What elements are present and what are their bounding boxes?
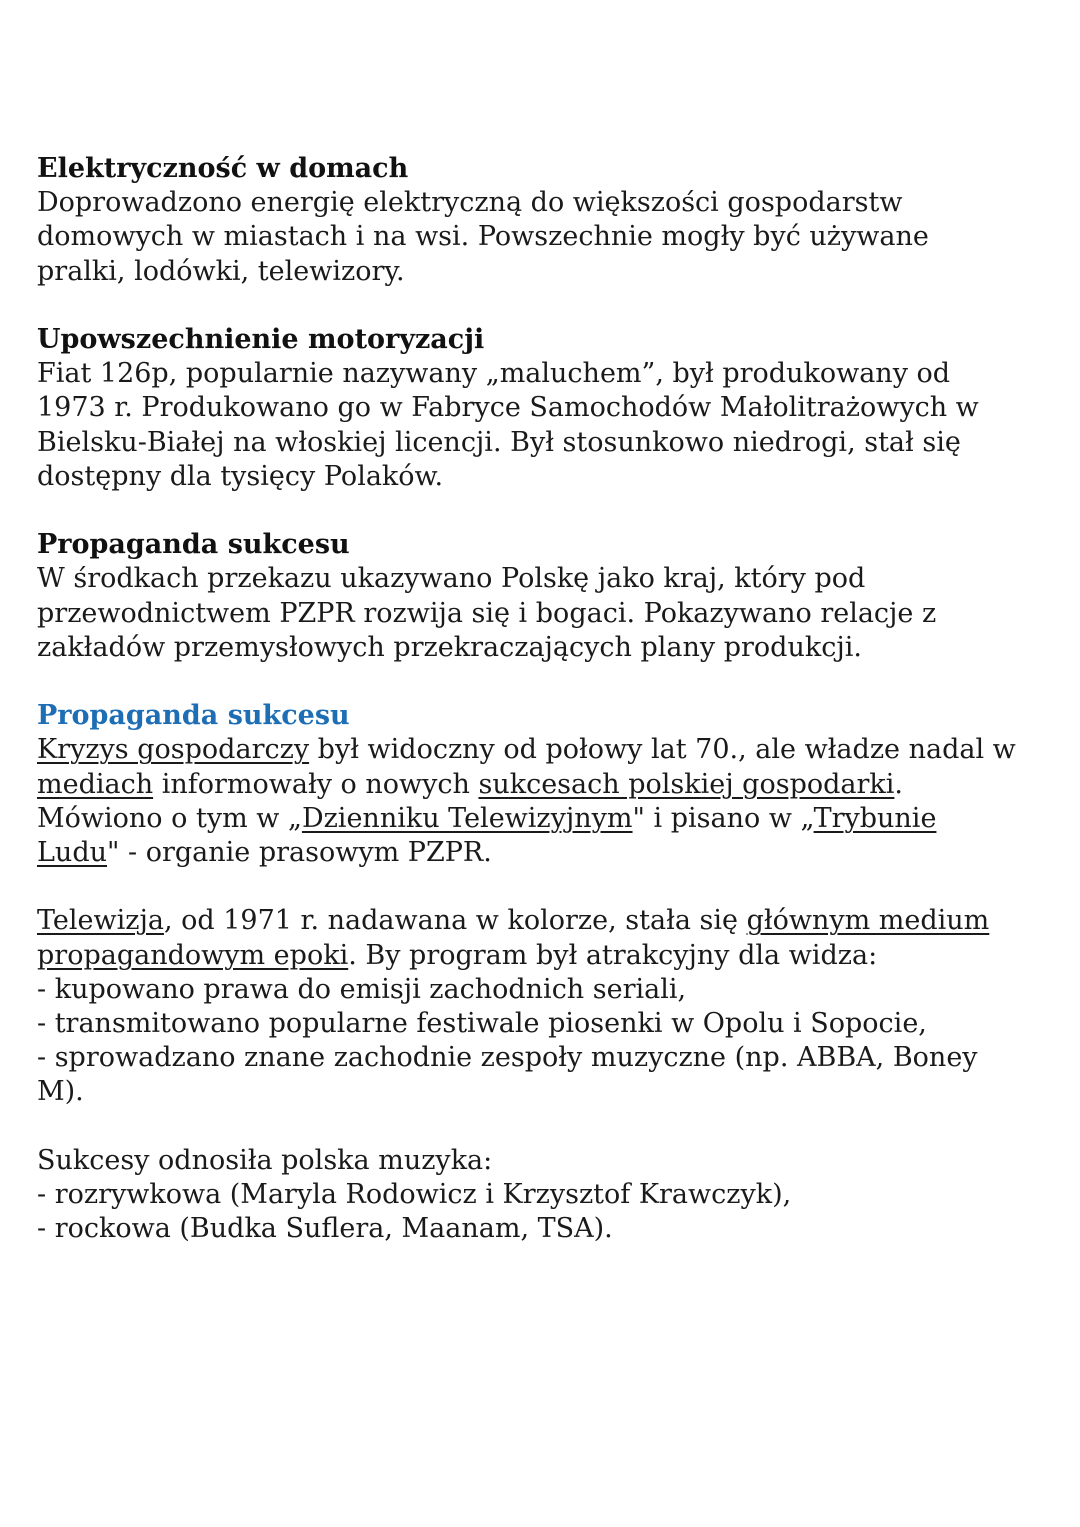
underlined-term: Telewizja — [37, 905, 164, 937]
paragraph-line: przewodnictwem PZPR rozwija się i bogaci. Pokazywano relacje z — [37, 597, 937, 629]
text-run: . — [894, 768, 903, 800]
section-heading: Propaganda sukcesu — [37, 529, 350, 561]
text-run: , od 1971 r. nadawana w kolorze, stała się — [163, 905, 747, 937]
text-run: " - organie prasowym PZPR. — [107, 837, 492, 869]
paragraph-line — [37, 733, 1052, 767]
paragraph-line — [37, 836, 1052, 870]
underlined-term: propagandowym epoki — [37, 939, 349, 971]
text-run: . By program był atrakcyjny dla widza: — [348, 939, 878, 971]
underlined-term: Trybunie — [813, 802, 937, 834]
text-run: był widoczny od połowy lat 70., ale władze nadal w — [309, 734, 1016, 766]
section-heading-blue: Propaganda sukcesu — [37, 700, 350, 732]
underlined-term: Ludu — [37, 837, 107, 869]
paragraph-line: Doprowadzono energię elektryczną do większości gospodarstw — [37, 187, 903, 219]
underlined-term: mediach — [37, 768, 154, 800]
section-electricity — [37, 152, 1052, 289]
list-item: - sprowadzano znane zachodnie zespoły muzyczne (np. ABBA, Boney — [37, 1042, 978, 1074]
underlined-term: Kryzys gospodarczy — [37, 734, 310, 766]
section-propaganda — [37, 528, 1052, 665]
section-heading: Upowszechnienie motoryzacji — [37, 324, 485, 355]
paragraph-line: Fiat 126p, popularnie nazywany „maluchem”, był produkowany od — [37, 358, 951, 390]
list-item: - rockowa (Budka Suflera, Maanam, TSA). — [37, 1213, 613, 1245]
list-item: - rozrywkowa (Maryla Rodowicz i Krzysztof Krawczyk), — [37, 1179, 792, 1211]
paragraph-line — [37, 802, 1052, 836]
list-item: M). — [37, 1076, 84, 1108]
paragraph-line: dostępny dla tysięcy Polaków. — [37, 460, 444, 492]
text-run: Mówiono o tym w „ — [37, 802, 302, 834]
list-item: - transmitowano popularne festiwale piosenki w Opolu i Sopocie, — [37, 1008, 927, 1040]
paragraph-line: pralki, lodówki, telewizory. — [37, 255, 405, 287]
paragraph-line — [37, 768, 1052, 802]
paragraph-television — [37, 904, 1052, 1109]
underlined-term: sukcesach polskiej gospodarki — [478, 768, 895, 800]
section-motorization — [37, 323, 1052, 494]
paragraph-line: W środkach przekazu ukazywano Polskę jako kraj, który pod — [37, 563, 866, 595]
paragraph-line: zakładów przemysłowych przekraczających plany produkcji. — [37, 631, 862, 663]
paragraph-music — [37, 1144, 1052, 1247]
paragraph-line — [37, 939, 1052, 973]
section-propaganda-blue — [37, 699, 1052, 870]
paragraph-line — [37, 904, 1052, 938]
section-heading: Elektryczność w domach — [37, 153, 409, 184]
paragraph-line: Bielsku-Białej na włoskiej licencji. Był stosunkowo niedrogi, stał się — [37, 426, 961, 458]
paragraph-line: Sukcesy odnosiła polska muzyka: — [37, 1144, 493, 1176]
underlined-term: Dzienniku Telewizyjnym — [301, 802, 633, 834]
text-run: informowały o nowych — [153, 768, 479, 800]
underlined-term: głównym medium — [746, 905, 990, 937]
paragraph-line: 1973 r. Produkowano go w Fabryce Samochodów Małolitrażowych w — [37, 392, 979, 424]
text-run: " i pisano w „ — [632, 802, 814, 834]
paragraph-line: domowych w miastach i na wsi. Powszechnie mogły być używane — [37, 221, 929, 253]
list-item: - kupowano prawa do emisji zachodnich seriali, — [37, 973, 687, 1005]
document-page — [37, 152, 1052, 1281]
